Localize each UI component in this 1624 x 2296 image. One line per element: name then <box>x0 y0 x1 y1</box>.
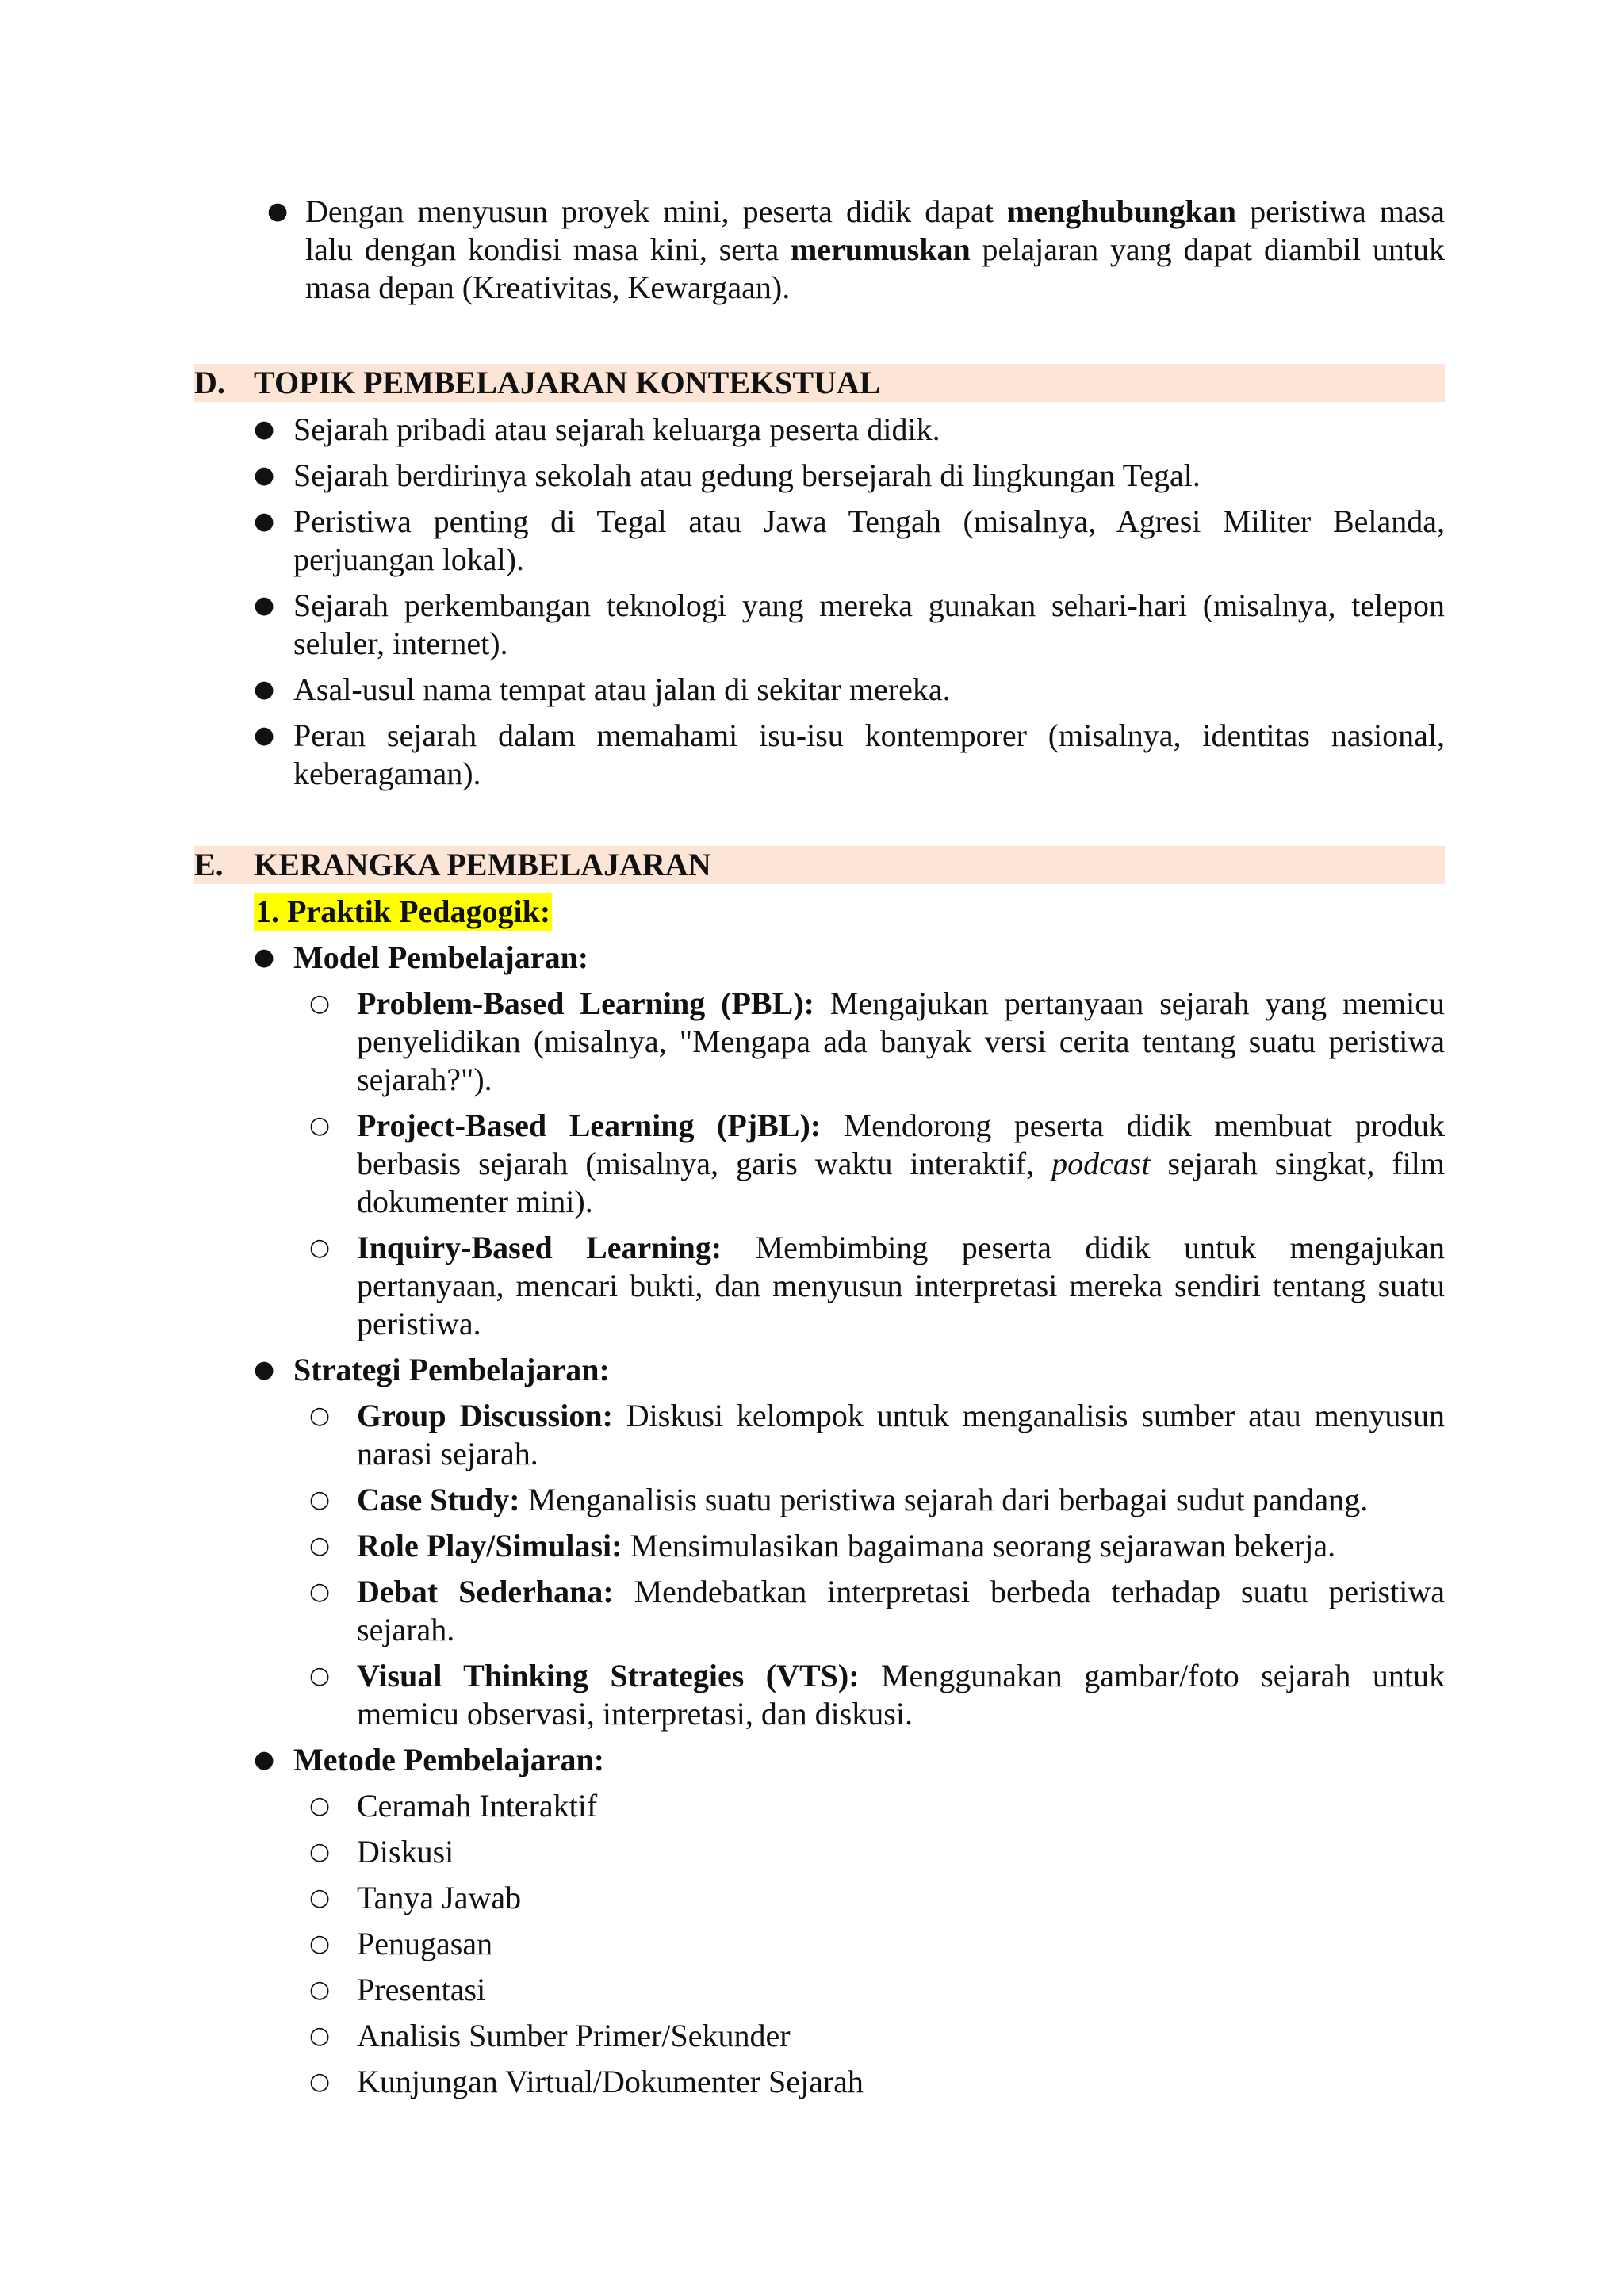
sub-list-item: ○ Presentasi <box>309 1972 486 2007</box>
sub-list-item: ○ Analisis Sumber Primer/Sekunder <box>309 2018 791 2053</box>
bullet-icon: ● <box>254 461 275 489</box>
hollow-bullet-icon: ○ <box>309 1930 331 1957</box>
hollow-bullet-icon: ○ <box>309 1884 331 1911</box>
sub-list-item: ○ Debat Sederhana: Mendebatkan interpretasi berbeda terhadap suatu peristiwa sejarah. <box>309 1574 1445 1647</box>
hollow-bullet-icon: ○ <box>309 1792 331 1820</box>
list-item: ● Asal-usul nama tempat atau jalan di sekitar mereka. <box>254 672 951 707</box>
bullet-icon: ● <box>254 507 275 535</box>
bullet-icon: ● <box>267 197 289 225</box>
intro-list <box>0 193 1624 307</box>
topic-list <box>0 411 1624 793</box>
bullet-icon: ● <box>254 591 275 619</box>
bullet-icon: ● <box>254 943 275 971</box>
list-item: ● Sejarah perkembangan teknologi yang mereka gunakan sehari-hari (misalnya, telepon seluler, internet). <box>254 587 1445 661</box>
hollow-bullet-icon: ○ <box>309 989 331 1017</box>
bullet-icon: ● <box>254 675 275 703</box>
hollow-bullet-icon: ○ <box>309 2068 331 2095</box>
sub-list-item: ○ Tanya Jawab <box>309 1880 522 1915</box>
list-item-method: ● Metode Pembelajaran: <box>254 1742 605 1777</box>
sub-list-item: ○ Ceramah Interaktif <box>309 1788 598 1823</box>
subheading-praktik-pedagogik: 1. Praktik Pedagogik: <box>255 894 551 929</box>
hollow-bullet-icon: ○ <box>309 1976 331 2003</box>
sub-list-item: ○ Kunjungan Virtual/Dokumenter Sejarah <box>309 2064 864 2099</box>
list-item-model: ● Model Pembelajaran: <box>254 939 589 975</box>
list-item: ● Dengan menyusun proyek mini, peserta didik dapat menghubungkan peristiwa masa lalu dengan kondisi masa kini, serta merumuskan pelajaran yang dapat diambil untuk masa depan (Kreativitas, Kewargaan). <box>267 193 1446 305</box>
bullet-icon: ● <box>254 1356 275 1383</box>
framework-list <box>0 939 1624 2101</box>
hollow-bullet-icon: ○ <box>309 1838 331 1866</box>
section-heading-e: E. KERANGKA PEMBELAJARAN <box>194 846 1445 884</box>
hollow-bullet-icon: ○ <box>309 1234 331 1261</box>
hollow-bullet-icon: ○ <box>309 1662 331 1689</box>
hollow-bullet-icon: ○ <box>309 1532 331 1559</box>
sub-list-item: ○ Group Discussion: Diskusi kelompok untuk menganalisis sumber atau menyusun narasi sejarah. <box>309 1398 1445 1471</box>
hollow-bullet-icon: ○ <box>309 1112 331 1139</box>
sub-list-item: ○ Penugasan <box>309 1926 493 1961</box>
list-item: ● Peran sejarah dalam memahami isu-isu kontemporer (misalnya, identitas nasional, keberagaman). <box>254 718 1445 791</box>
sub-list-item: ○ Problem-Based Learning (PBL): Mengajukan pertanyaan sejarah yang memicu penyelidikan (misalnya, "Mengapa ada banyak versi cerita tentang suatu peristiwa sejarah?"). <box>309 985 1445 1097</box>
section-heading-d: D. TOPIK PEMBELAJARAN KONTEKSTUAL <box>194 364 1445 402</box>
sub-list-item: ○ Project-Based Learning (PjBL): Mendorong peserta didik membuat produk berbasis sejarah (misalnya, garis waktu interaktif, podcast sejarah singkat, film dokumenter mini). <box>309 1108 1446 1219</box>
bullet-icon: ● <box>254 1746 275 1774</box>
list-item: ● Sejarah pribadi atau sejarah keluarga peserta didik. <box>254 411 940 447</box>
bullet-icon: ● <box>254 721 275 749</box>
list-item: ● Sejarah berdirinya sekolah atau gedung bersejarah di lingkungan Tegal. <box>254 457 1201 493</box>
sub-list-item: ○ Diskusi <box>309 1834 454 1869</box>
hollow-bullet-icon: ○ <box>309 1578 331 1605</box>
hollow-bullet-icon: ○ <box>309 1486 331 1513</box>
bullet-icon: ● <box>254 415 275 443</box>
sub-list-item: ○ Role Play/Simulasi: Mensimulasikan bagaimana seorang sejarawan bekerja. <box>309 1528 1336 1563</box>
sub-list-item: ○ Inquiry-Based Learning: Membimbing peserta didik untuk mengajukan pertanyaan, mencari bukti, dan menyusun interpretasi mereka sendiri tentang suatu peristiwa. <box>309 1230 1445 1341</box>
hollow-bullet-icon: ○ <box>309 2022 331 2049</box>
hollow-bullet-icon: ○ <box>309 1402 331 1429</box>
sub-list-item: ○ Case Study: Menganalisis suatu peristiwa sejarah dari berbagai sudut pandang. <box>309 1482 1369 1517</box>
list-item-strategy: ● Strategi Pembelajaran: <box>254 1352 610 1387</box>
sub-list-item: ○ Visual Thinking Strategies (VTS): Menggunakan gambar/foto sejarah untuk memicu observasi, interpretasi, dan diskusi. <box>309 1658 1445 1732</box>
list-item: ● Peristiwa penting di Tegal atau Jawa Tengah (misalnya, Agresi Militer Belanda, perjuangan lokal). <box>254 503 1445 577</box>
